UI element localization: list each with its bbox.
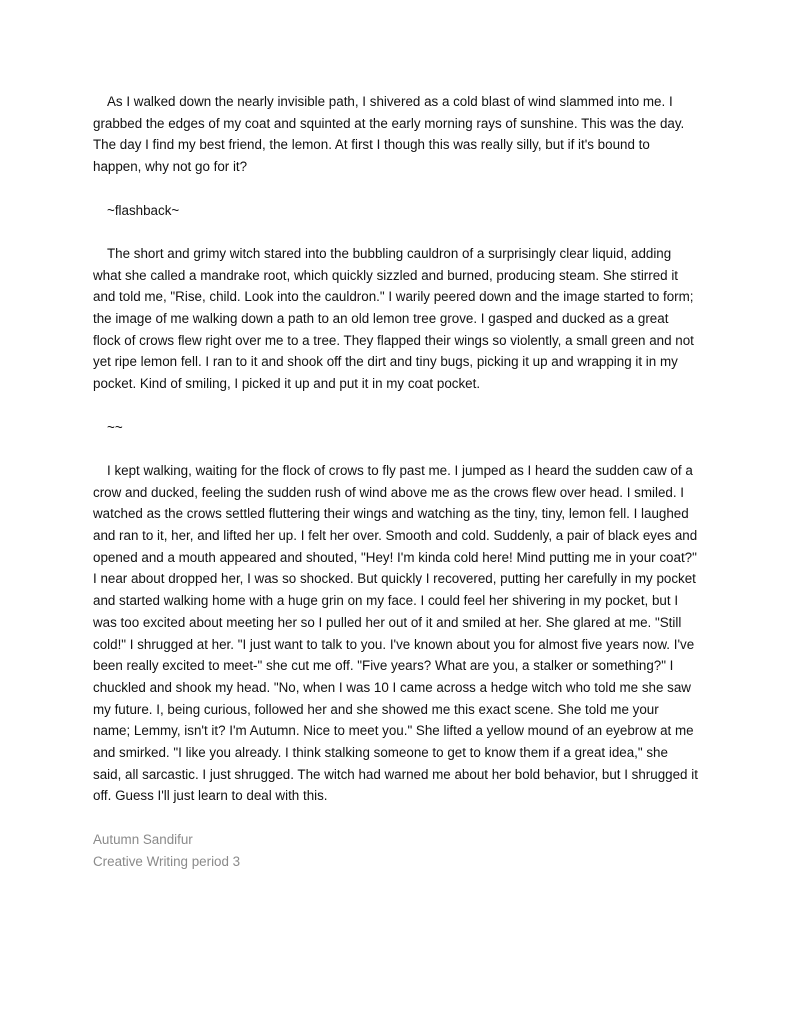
document-footer: [93, 829, 699, 872]
paragraph-witch-scene: The short and grimy witch stared into the bubbling cauldron of a surprisingly clear liquid, adding what she called a mandrake root, which quickly sizzled and burned, producing steam. She stirred it and told me, "Rise, child. Look into the cauldron." I warily peered down and the image started to form; the image of me walking down a path to an old lemon tree grove. I gasped and ducked as a great flock of crows flew right over me to a tree. They flapped their wings so violently, a small green and not yet ripe lemon fell. I ran to it and shook off the dirt and tiny bugs, picking it up and wrapping it in my pocket. Kind of smiling, I picked it up and put it in my coat pocket.: [93, 245, 694, 392]
document-body: [93, 91, 699, 872]
paragraph-opening: As I walked down the nearly invisible path, I shivered as a cold blast of wind slammed into me. I grabbed the edges of my coat and squinted at the early morning rays of sunshine. This was the day. The day I find my best friend, the lemon. At first I though this was really silly, but if it's bound to happen, why not go for it?: [93, 94, 685, 175]
class-info: Creative Writing period 3: [93, 853, 241, 869]
paragraph-scene-break: ~~: [107, 419, 123, 435]
author-name: Autumn Sandifur: [93, 831, 193, 847]
paragraph-flashback-marker: ~flashback~: [107, 202, 180, 218]
paragraph-meeting-lemon: I kept walking, waiting for the flock of crows to fly past me. I jumped as I heard the sudden caw of a crow and ducked, feeling the sudden rush of wind above me as the crows flew over head. I smiled. I watched as the crows settled fluttering their wings and watching as the tiny, tiny, lemon fell. I laughed and ran to it, her, and lifted her up. I felt her over. Smooth and cold. Suddenly, a pair of black eyes and opened and a mouth appeared and shouted, "Hey! I'm kinda cold here! Mind putting me in your coat?" I near about dropped her, I was so shocked. But quickly I recovered, putting her carefully in my pocket and started walking home with a huge grin on my face. I could feel her shivering in my pocket, but I was too excited about meeting her so I pulled her out of it and smiled at her. She glared at me. "Still cold!" I shrugged at her. "I just want to talk to you. I've known about you for almost five years now. I've been really excited to meet-" she cut me off. "Five years? What are you, a stalker or something?" I chuckled and shook my head. "No, when I was 10 I came across a hedge witch who told me she saw my future. I, being curious, followed her and she showed me this exact scene. She told me your name; Lemmy, isn't it? I'm Autumn. Nice to meet you." She lifted a yellow mound of an eyebrow at me and smirked. "I like you already. I think stalking someone to get to know them if a great idea," she said, all sarcastic. I just shrugged. The witch had warned me about her bold behavior, but I shrugged it off. Guess I'll just learn to deal with this.: [93, 462, 698, 804]
